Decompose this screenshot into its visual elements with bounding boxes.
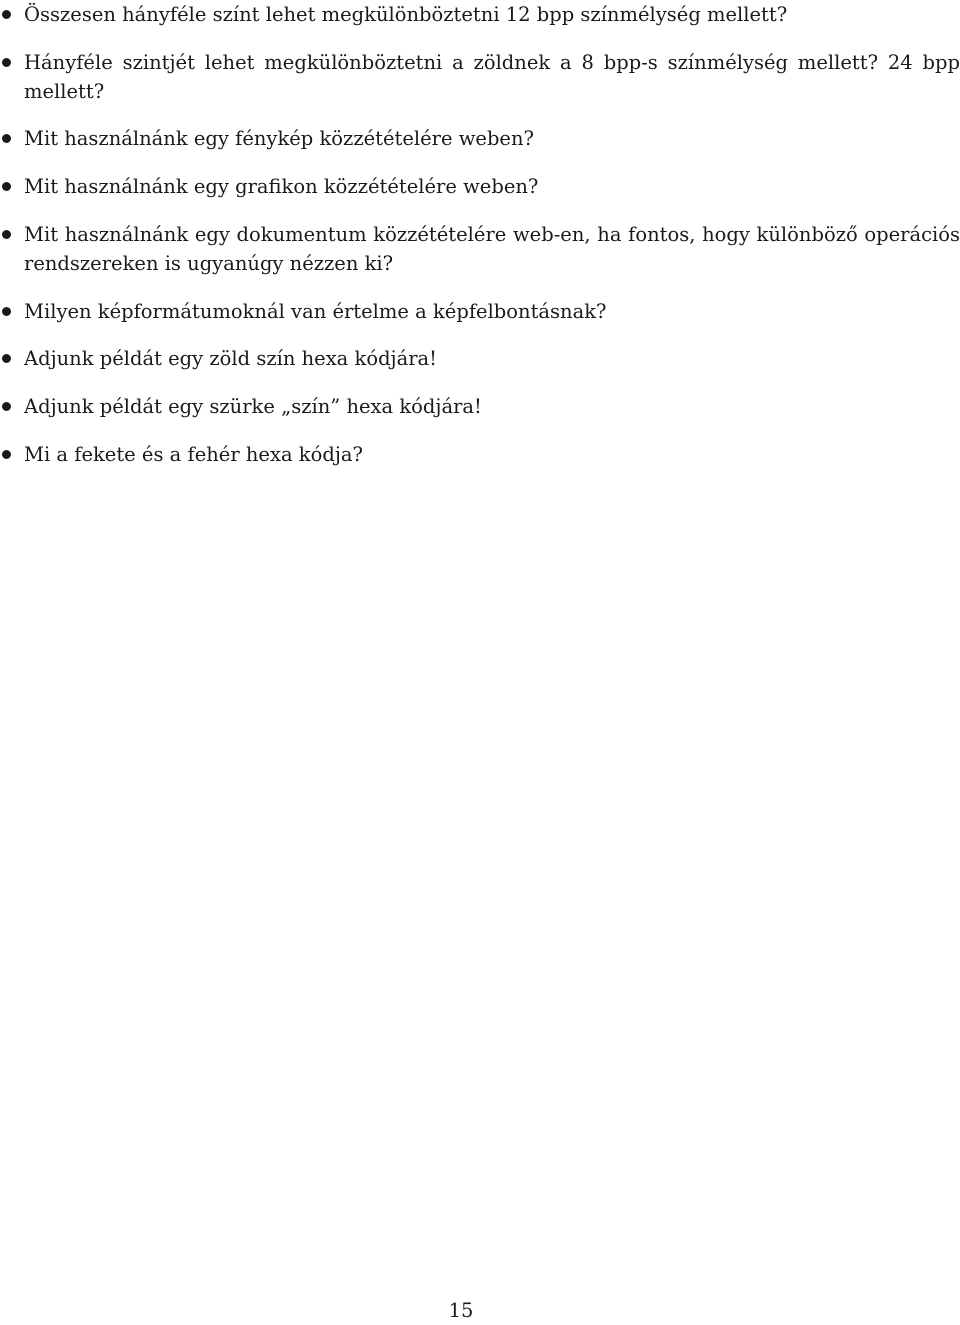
- bullet-icon: [2, 58, 11, 67]
- question-text: Mit használnánk egy dokumentum közzétételére web-en, ha fontos, hogy különböző operációs rendszereken is ugyanúgy nézzen ki?: [24, 223, 960, 275]
- bullet-icon: [2, 450, 11, 459]
- page-number: 15: [448, 1299, 474, 1322]
- question-text: Adjunk példát egy szürke „szín” hexa kódjára!: [24, 395, 482, 418]
- bullet-icon: [2, 402, 11, 411]
- question-text: Milyen képformátumoknál van értelme a képfelbontásnak?: [24, 300, 607, 323]
- bullet-icon: [2, 134, 11, 143]
- question-text: Hányféle szintjét lehet megkülönböztetni a zöldnek a 8 bpp-s színmélység mellett? 24 bpp mellett?: [24, 51, 960, 103]
- question-text: Összesen hányféle színt lehet megkülönböztetni 12 bpp színmélység mellett?: [24, 3, 788, 26]
- bullet-icon: [2, 354, 11, 363]
- question-text: Adjunk példát egy zöld szín hexa kódjára!: [24, 347, 438, 370]
- bullet-icon: [2, 307, 11, 316]
- question-text: Mit használnánk egy fénykép közzétételére weben?: [24, 127, 534, 150]
- bullet-icon: [2, 230, 11, 239]
- bullet-icon: [2, 10, 11, 19]
- bullet-icon: [2, 182, 11, 191]
- question-text: Mi a fekete és a fehér hexa kódja?: [24, 443, 363, 466]
- question-text: Mit használnánk egy grafikon közzétételére weben?: [24, 175, 539, 198]
